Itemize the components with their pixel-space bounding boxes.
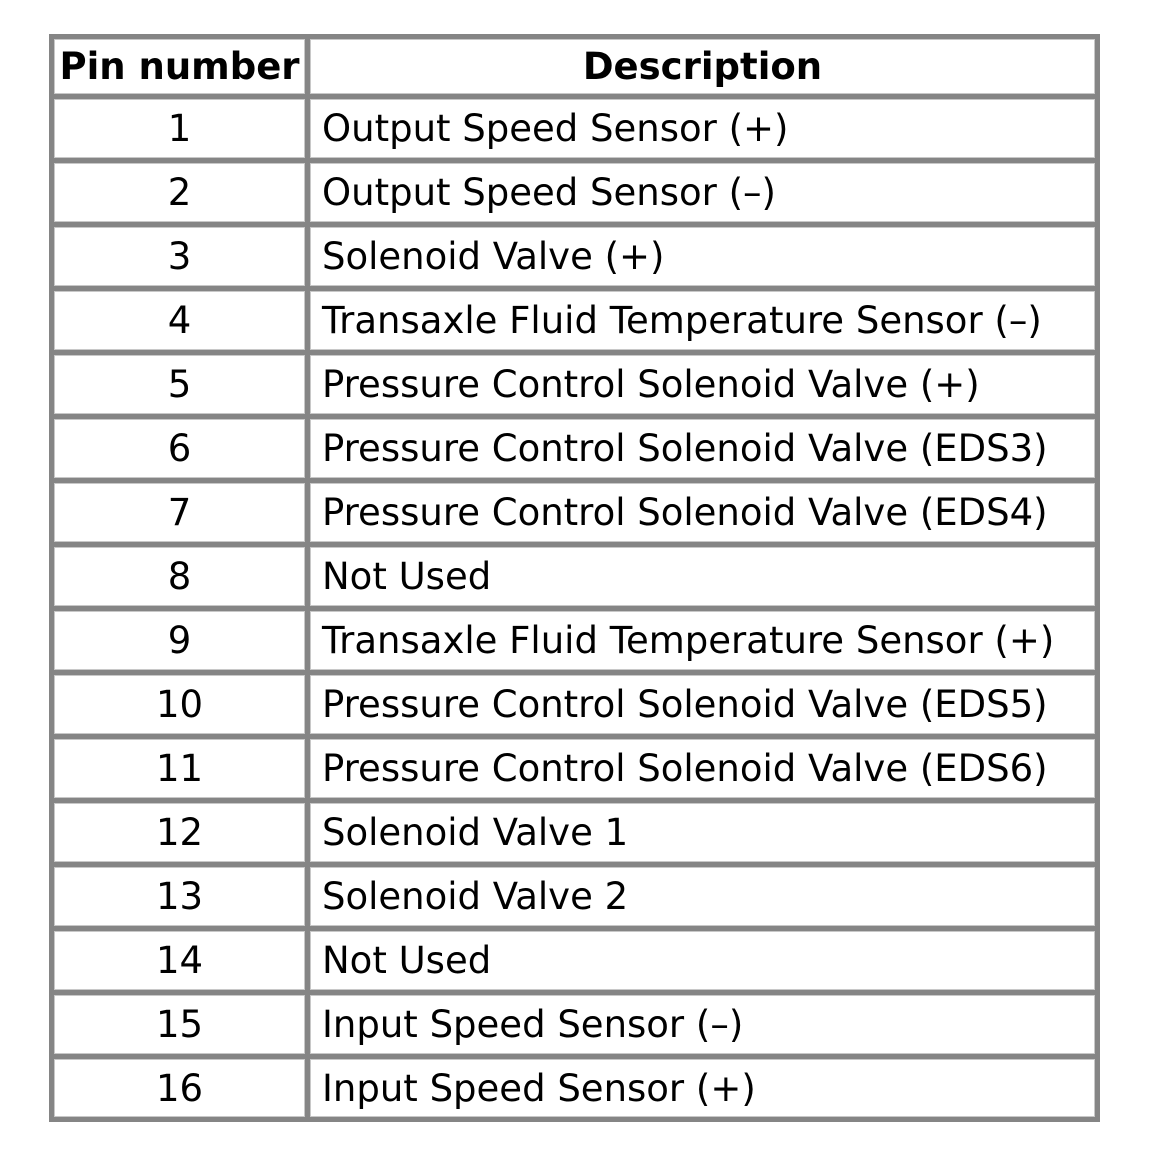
table-row: [54, 419, 1095, 483]
description-cell: Pressure Control Solenoid Valve (+): [310, 355, 1095, 419]
pin-number-cell: 2: [54, 163, 310, 227]
pin-number-cell: 12: [54, 803, 310, 867]
pin-number-cell: 1: [54, 99, 310, 163]
pin-number-cell: 6: [54, 419, 310, 483]
description-cell: Transaxle Fluid Temperature Sensor (–): [310, 291, 1095, 355]
description-cell: Output Speed Sensor (–): [310, 163, 1095, 227]
table-row: [54, 291, 1095, 355]
description-cell: Pressure Control Solenoid Valve (EDS5): [310, 675, 1095, 739]
pin-number-cell: 5: [54, 355, 310, 419]
pin-number-header: Pin number: [54, 39, 310, 99]
table-row: [54, 227, 1095, 291]
description-cell: Pressure Control Solenoid Valve (EDS3): [310, 419, 1095, 483]
description-cell: Solenoid Valve 2: [310, 867, 1095, 931]
table-row: [54, 99, 1095, 163]
header-row: [54, 39, 1095, 99]
pin-number-cell: 14: [54, 931, 310, 995]
description-cell: Transaxle Fluid Temperature Sensor (+): [310, 611, 1095, 675]
table-row: [54, 611, 1095, 675]
pin-number-cell: 3: [54, 227, 310, 291]
table-row: [54, 675, 1095, 739]
pin-number-cell: 15: [54, 995, 310, 1059]
table-row: [54, 355, 1095, 419]
table-row: [54, 931, 1095, 995]
description-cell: Pressure Control Solenoid Valve (EDS6): [310, 739, 1095, 803]
table-row: [54, 867, 1095, 931]
pin-number-cell: 10: [54, 675, 310, 739]
table-row: [54, 483, 1095, 547]
table-row: [54, 547, 1095, 611]
pin-number-cell: 7: [54, 483, 310, 547]
pin-number-cell: 4: [54, 291, 310, 355]
description-cell: Solenoid Valve 1: [310, 803, 1095, 867]
description-header: Description: [310, 39, 1095, 99]
table-header: [54, 39, 1095, 99]
pin-number-cell: 16: [54, 1059, 310, 1117]
pin-number-cell: 13: [54, 867, 310, 931]
table-row: [54, 739, 1095, 803]
description-cell: Input Speed Sensor (+): [310, 1059, 1095, 1117]
table-row: [54, 1059, 1095, 1117]
table-row: [54, 163, 1095, 227]
pin-number-cell: 9: [54, 611, 310, 675]
table-row: [54, 995, 1095, 1059]
pin-description-table: [49, 34, 1100, 1122]
description-cell: Not Used: [310, 547, 1095, 611]
description-cell: Pressure Control Solenoid Valve (EDS4): [310, 483, 1095, 547]
table-row: [54, 803, 1095, 867]
pin-number-cell: 8: [54, 547, 310, 611]
pin-number-cell: 11: [54, 739, 310, 803]
description-cell: Not Used: [310, 931, 1095, 995]
description-cell: Output Speed Sensor (+): [310, 99, 1095, 163]
table-body: [54, 99, 1095, 1117]
description-cell: Solenoid Valve (+): [310, 227, 1095, 291]
description-cell: Input Speed Sensor (–): [310, 995, 1095, 1059]
